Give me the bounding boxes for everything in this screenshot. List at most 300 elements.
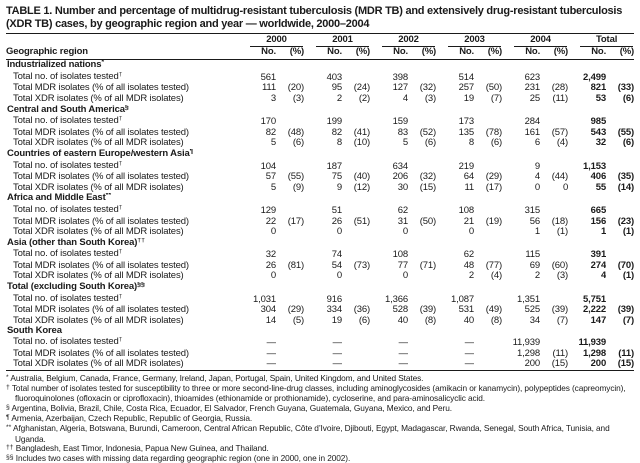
value-pct-cell: (49)	[485, 305, 503, 316]
value-pct-cell: (3)	[556, 271, 569, 282]
value-pct-cell: (3)	[292, 93, 305, 104]
table-row	[6, 294, 634, 306]
value-pct-cell	[606, 294, 634, 306]
year-header-2004	[502, 34, 568, 48]
value-pct-cell	[474, 161, 502, 173]
value-pct-cell: (32)	[419, 83, 437, 94]
value-no-cell: 206	[392, 172, 409, 183]
value-pct-cell: (71)	[419, 260, 437, 271]
value-pct-cell: (14)	[617, 182, 635, 193]
value-pct-cell	[606, 72, 634, 84]
value-pct-cell	[540, 72, 568, 84]
value-no-cell: 30	[397, 182, 409, 193]
value-pct-cell	[540, 205, 568, 217]
value-pct-cell	[408, 294, 436, 306]
value-no-cell: 32	[595, 138, 607, 149]
value-no-cell: 6	[534, 138, 541, 149]
row-label-cell	[6, 94, 238, 105]
value-pct-cell	[342, 227, 370, 238]
value-pct-cell	[342, 116, 370, 128]
value-pct-cell: (81)	[287, 260, 305, 271]
value-pct-cell: (48)	[287, 127, 305, 138]
row-label-cell	[6, 359, 238, 370]
value-pct-cell: (33)	[617, 83, 635, 94]
value-no-cell: 19	[331, 315, 343, 326]
year-label: Total	[580, 35, 633, 47]
value-no-cell: 4	[402, 93, 409, 104]
value-no-cell: 26	[265, 260, 276, 271]
value-no-cell: 5,751	[583, 293, 607, 305]
value-no-cell: 57	[265, 172, 276, 183]
table-row	[6, 72, 634, 84]
value-pct-cell	[408, 359, 436, 370]
value-no-cell: 2,222	[583, 305, 607, 316]
value-pct-cell: (3)	[424, 93, 437, 104]
table-row	[6, 271, 634, 282]
value-no-cell: 665	[590, 204, 607, 216]
value-no-cell: 64	[463, 172, 475, 183]
table-row	[6, 205, 634, 217]
row-label: Total no. of isolates tested	[13, 204, 119, 215]
value-no-cell: 1	[534, 227, 541, 238]
value-pct-cell	[540, 337, 568, 349]
value-no-cell: —	[464, 359, 475, 370]
row-label-cell	[6, 72, 238, 84]
value-pct-cell: (55)	[617, 127, 635, 138]
value-pct-cell	[342, 337, 370, 349]
value-pct-cell: (6)	[424, 138, 437, 149]
section-row	[6, 193, 634, 205]
value-no-cell: 95	[331, 83, 343, 94]
value-no-cell: 62	[463, 249, 475, 261]
row-label-cell	[6, 83, 238, 94]
footnote-marker: ¶	[189, 148, 194, 155]
pct-subheader: (%)	[474, 47, 502, 60]
value-no-cell: 40	[463, 315, 475, 326]
value-no-cell: 0	[336, 227, 343, 238]
value-pct-cell	[408, 349, 436, 360]
value-no-cell: 62	[397, 204, 409, 216]
section-row	[6, 238, 634, 250]
value-pct-cell: (29)	[287, 305, 305, 316]
value-pct-cell: (60)	[551, 260, 569, 271]
value-pct-cell	[606, 161, 634, 173]
row-label-cell	[6, 217, 238, 228]
footnote-marker: †	[118, 160, 123, 167]
value-pct-cell: (39)	[617, 305, 635, 316]
value-no-cell: 111	[262, 83, 276, 94]
row-label: Total MDR isolates (% of all isolates tested)	[13, 260, 189, 271]
value-pct-cell: (4)	[556, 138, 569, 149]
value-no-cell: 274	[590, 260, 607, 271]
value-pct-cell	[474, 249, 502, 261]
value-pct-cell	[408, 161, 436, 173]
value-pct-cell: (39)	[551, 305, 569, 316]
value-no-cell: 1,153	[583, 160, 607, 172]
table-title: TABLE 1. Number and percentage of multidrug-resistant tuberculosis (MDR TB) and extensively drug-resistant tuberculosis (XDR TB) cases, by geographic region and year — worldwide, 2000–2004	[6, 5, 623, 30]
value-pct-cell: (70)	[617, 260, 635, 271]
value-pct-cell: (1)	[622, 227, 635, 238]
section-header	[6, 326, 634, 337]
row-label-cell	[6, 172, 238, 183]
value-no-cell: 9	[534, 160, 541, 172]
value-pct-cell	[342, 294, 370, 306]
value-pct-cell: (51)	[353, 216, 371, 227]
section-name: Asia (other than South Korea)	[7, 237, 138, 248]
value-no-cell: 5	[270, 138, 276, 149]
row-label-cell	[6, 227, 238, 238]
value-pct-cell: (36)	[353, 305, 371, 316]
no-subheader: No.	[502, 47, 540, 60]
value-pct-cell: (17)	[485, 182, 503, 193]
value-pct-cell	[408, 205, 436, 217]
table-row	[6, 83, 634, 94]
section-name: South Korea	[7, 326, 62, 337]
footnote-marker: †	[118, 71, 123, 78]
value-no-cell: 48	[463, 260, 475, 271]
row-label-cell	[6, 305, 238, 316]
row-label: Total no. of isolates tested	[13, 71, 119, 82]
value-pct-cell: (4)	[490, 271, 503, 282]
value-no-cell: 543	[590, 127, 607, 138]
no-subheader: No.	[370, 47, 408, 60]
value-pct-cell: 0	[562, 182, 569, 193]
value-pct-cell	[276, 337, 304, 349]
value-pct-cell: (40)	[353, 172, 371, 183]
footnote-marker: *	[6, 373, 9, 381]
value-no-cell: 159	[392, 116, 409, 128]
value-no-cell: 173	[458, 116, 475, 128]
row-label-cell	[6, 349, 238, 360]
value-pct-cell: (77)	[485, 260, 503, 271]
table-row	[6, 349, 634, 360]
no-subheader: No.	[304, 47, 342, 60]
value-no-cell: 200	[524, 359, 541, 370]
value-pct-cell: (78)	[485, 127, 503, 138]
value-pct-cell: (35)	[617, 172, 635, 183]
value-pct-cell	[342, 161, 370, 173]
value-no-cell: 1,298	[517, 348, 541, 359]
value-pct-cell: (11)	[552, 348, 569, 359]
value-no-cell: —	[398, 337, 409, 349]
table-row	[6, 138, 634, 149]
value-pct-cell: (7)	[556, 315, 569, 326]
footnote-marker: †	[118, 204, 123, 211]
row-label: Total MDR isolates (% of all isolates tested)	[13, 83, 189, 94]
year-header-Total	[568, 34, 634, 48]
year-header-2002	[370, 34, 436, 48]
value-no-cell: 284	[524, 116, 541, 128]
section-name: Africa and Middle East	[7, 193, 106, 204]
value-no-cell: —	[266, 348, 276, 359]
value-pct-cell	[474, 205, 502, 217]
value-no-cell: 2	[534, 271, 541, 282]
value-pct-cell	[606, 249, 634, 261]
value-no-cell: 0	[402, 271, 409, 282]
value-pct-cell: (23)	[617, 216, 635, 227]
row-label: Total MDR isolates (% of all isolates tested)	[13, 172, 189, 183]
value-no-cell: —	[332, 348, 343, 359]
value-pct-cell: (44)	[551, 172, 569, 183]
value-no-cell: 2,499	[583, 71, 607, 83]
value-pct-cell: (10)	[353, 138, 371, 149]
value-pct-cell	[474, 116, 502, 128]
table-row	[6, 261, 634, 272]
value-pct-cell: (41)	[353, 127, 371, 138]
footnote-marker: †	[118, 116, 123, 123]
value-pct-cell	[408, 337, 436, 349]
value-pct-cell: (57)	[551, 127, 569, 138]
value-pct-cell: (6)	[622, 93, 635, 104]
footnote: §§ Includes two cases with missing data regarding geographic region (one in 2000, one in 2002).	[6, 453, 351, 463]
footnote-marker: *	[101, 59, 105, 67]
value-pct-cell: (5)	[292, 315, 305, 326]
value-no-cell: 200	[590, 359, 607, 370]
value-no-cell: 147	[590, 315, 607, 326]
value-pct-cell	[408, 271, 436, 282]
value-no-cell: 129	[260, 204, 276, 216]
value-pct-cell	[276, 271, 304, 282]
section-name: Central and South America	[7, 104, 125, 115]
value-pct-cell	[276, 205, 304, 217]
value-no-cell: 3	[270, 93, 276, 104]
value-no-cell: 11,939	[578, 337, 607, 349]
value-pct-cell: (6)	[490, 138, 503, 149]
value-pct-cell: (1)	[622, 271, 635, 282]
section-header	[6, 105, 634, 117]
value-no-cell: 391	[590, 249, 607, 261]
value-no-cell: 199	[326, 116, 343, 128]
value-no-cell: 398	[392, 71, 409, 83]
value-pct-cell	[540, 294, 568, 306]
value-no-cell: 83	[397, 127, 409, 138]
year-label: 2000	[250, 35, 303, 47]
footnote-marker: §	[124, 104, 129, 111]
row-label: Total MDR isolates (% of all isolates tested)	[13, 216, 189, 227]
table-row	[6, 249, 634, 261]
table-header	[6, 34, 634, 60]
value-no-cell: 0	[336, 271, 343, 282]
row-label-cell	[6, 128, 238, 139]
row-label-cell	[6, 337, 238, 349]
value-no-cell: 53	[595, 93, 607, 104]
value-no-cell: 4	[534, 172, 541, 183]
value-pct-cell	[606, 205, 634, 217]
pct-subheader: (%)	[342, 47, 370, 60]
value-pct-cell: (20)	[287, 83, 305, 94]
section-row	[6, 326, 634, 337]
year-header-2003	[436, 34, 502, 48]
footnote-marker: ¶	[6, 414, 10, 421]
row-label-cell	[6, 205, 238, 217]
section-header	[6, 60, 634, 72]
value-pct-cell	[474, 359, 502, 370]
footnote-marker: †	[118, 337, 123, 344]
row-label: Total no. of isolates tested	[13, 293, 119, 304]
value-no-cell: 0	[468, 227, 475, 238]
value-no-cell: 1,351	[517, 293, 541, 305]
value-pct-cell: (39)	[419, 305, 437, 316]
row-label: Total no. of isolates tested	[13, 337, 119, 348]
value-no-cell: 304	[260, 305, 276, 316]
value-pct-cell: (12)	[353, 182, 371, 193]
table-row	[6, 94, 634, 105]
value-pct-cell: (11)	[552, 93, 569, 104]
value-no-cell: 31	[397, 216, 409, 227]
row-label-cell	[6, 161, 238, 173]
value-pct-cell: (19)	[485, 216, 503, 227]
section-header	[6, 238, 634, 250]
value-pct-cell	[276, 72, 304, 84]
value-pct-cell: (73)	[353, 260, 371, 271]
value-no-cell: 11	[464, 182, 475, 193]
value-no-cell: —	[398, 359, 409, 370]
footnote-marker: §	[6, 403, 10, 411]
value-no-cell: 21	[463, 216, 475, 227]
value-no-cell: 9	[336, 182, 343, 193]
value-no-cell: 104	[260, 160, 276, 172]
year-label: 2003	[448, 35, 501, 47]
value-pct-cell	[408, 227, 436, 238]
section-row	[6, 149, 634, 161]
value-pct-cell	[606, 116, 634, 128]
row-label-cell	[6, 138, 238, 149]
table-row	[6, 359, 634, 370]
table-body	[6, 60, 634, 371]
year-label: 2004	[514, 35, 567, 47]
value-no-cell: 623	[524, 71, 541, 83]
value-pct-cell	[474, 337, 502, 349]
value-pct-cell: (50)	[485, 83, 503, 94]
footnote: † Total number of isolates tested for susceptibility to three or more second-line-drug classes, including aminoglycosides (amikacin or kanamycin), polypeptides (capreomycin), fluoroquinolones (ofloxacin or ciprofloxacin), thioamides (ethionamide or prothionamide), cycloserine, and para-aminosalicyclic acid.	[6, 383, 626, 404]
value-no-cell: 75	[331, 172, 343, 183]
section-name: Industrialized nations	[7, 59, 102, 71]
value-no-cell: 34	[529, 315, 541, 326]
value-pct-cell	[276, 249, 304, 261]
value-pct-cell	[474, 227, 502, 238]
section-header	[6, 193, 634, 205]
value-pct-cell	[342, 249, 370, 261]
value-no-cell: 403	[326, 71, 343, 83]
value-pct-cell	[276, 294, 304, 306]
year-label: 2001	[316, 35, 369, 47]
value-pct-cell	[342, 349, 370, 360]
value-no-cell: 40	[397, 315, 409, 326]
section-header	[6, 149, 634, 161]
value-no-cell: 916	[326, 293, 343, 305]
value-no-cell: 985	[590, 116, 607, 128]
value-no-cell: 127	[392, 83, 409, 94]
footnote-marker: ††	[137, 237, 146, 244]
value-pct-cell	[474, 72, 502, 84]
no-subheader: No.	[568, 47, 606, 60]
value-pct-cell	[276, 116, 304, 128]
value-pct-cell	[606, 337, 634, 349]
pct-subheader: (%)	[408, 47, 436, 60]
value-pct-cell: (6)	[622, 138, 635, 149]
value-no-cell: 514	[458, 71, 475, 83]
value-pct-cell: (15)	[419, 182, 437, 193]
value-pct-cell: (29)	[485, 172, 503, 183]
value-no-cell: 74	[331, 249, 343, 261]
value-pct-cell: (6)	[292, 138, 305, 149]
value-no-cell: 2	[468, 271, 475, 282]
footnote-marker: †	[118, 293, 123, 300]
value-no-cell: —	[332, 337, 343, 349]
value-no-cell: —	[464, 337, 475, 349]
value-pct-cell	[342, 72, 370, 84]
value-pct-cell	[540, 249, 568, 261]
section-row	[6, 282, 634, 294]
value-no-cell: 0	[270, 271, 276, 282]
footnote-marker: †	[118, 249, 123, 256]
row-label: Total XDR isolates (% of all MDR isolates)	[13, 227, 184, 238]
value-pct-cell	[408, 72, 436, 84]
row-label-cell	[6, 294, 238, 306]
value-no-cell: —	[398, 348, 409, 359]
value-pct-cell: (2)	[358, 93, 371, 104]
value-no-cell: 187	[326, 160, 343, 172]
column-header-row	[6, 47, 634, 60]
value-pct-cell: (24)	[353, 83, 371, 94]
value-pct-cell	[474, 349, 502, 360]
footnote: * Australia, Belgium, Canada, France, Germany, Ireland, Japan, Portugal, Spain, United Kingdom, and United States.	[6, 372, 424, 383]
table-row	[6, 128, 634, 139]
footnote: ¶ Armenia, Azerbaijan, Czech Republic, Republic of Georgia, Russia.	[6, 413, 253, 423]
pct-subheader: (%)	[540, 47, 568, 60]
table-row	[6, 305, 634, 316]
value-no-cell: —	[332, 359, 343, 370]
value-pct-cell	[342, 271, 370, 282]
value-no-cell: 25	[529, 93, 541, 104]
row-label: Total no. of isolates tested	[13, 160, 119, 171]
value-no-cell: 406	[590, 172, 607, 183]
value-no-cell: 19	[463, 93, 475, 104]
row-label: Total MDR isolates (% of all isolates tested)	[13, 305, 189, 316]
pct-subheader: (%)	[606, 47, 634, 60]
value-pct-cell: (52)	[419, 127, 437, 138]
section-name: Countries of eastern Europe/western Asia	[7, 148, 190, 159]
footnote: § Argentina, Bolivia, Brazil, Chile, Costa Rica, Ecuador, El Salvador, French Guyana, Guatemala, Guyana, Mexico, and Peru.	[6, 402, 452, 413]
footnote-marker: §§	[6, 454, 14, 462]
value-no-cell: 525	[524, 305, 541, 316]
value-pct-cell: (18)	[551, 216, 569, 227]
value-no-cell: 0	[402, 227, 409, 238]
value-no-cell: 231	[524, 83, 541, 94]
footnote: ** Afghanistan, Algeria, Botswana, Burundi, Cameroon, Central African Republic, Côte d’Ivoire, Djibouti, Egypt, Madagascar, Rwanda, Senegal, South Africa, Tunisia, and Uganda.	[6, 423, 610, 444]
table-row	[6, 116, 634, 128]
value-no-cell: 170	[260, 116, 276, 128]
table-row	[6, 172, 634, 183]
value-no-cell: —	[266, 337, 276, 349]
value-pct-cell: (9)	[292, 182, 305, 193]
year-header-2001	[304, 34, 370, 48]
value-no-cell: 5	[402, 138, 409, 149]
value-pct-cell: (17)	[287, 216, 305, 227]
value-no-cell: 0	[534, 182, 541, 193]
year-header-spacer	[6, 34, 238, 48]
value-no-cell: 257	[458, 83, 475, 94]
no-subheader: No.	[436, 47, 474, 60]
value-no-cell: 5	[270, 182, 276, 193]
value-pct-cell: (28)	[551, 83, 569, 94]
mdr-xdr-table	[6, 33, 634, 371]
value-pct-cell: (15)	[551, 359, 569, 370]
value-no-cell: 634	[392, 160, 409, 172]
value-pct-cell	[342, 359, 370, 370]
value-no-cell: 54	[331, 260, 343, 271]
value-pct-cell	[408, 249, 436, 261]
